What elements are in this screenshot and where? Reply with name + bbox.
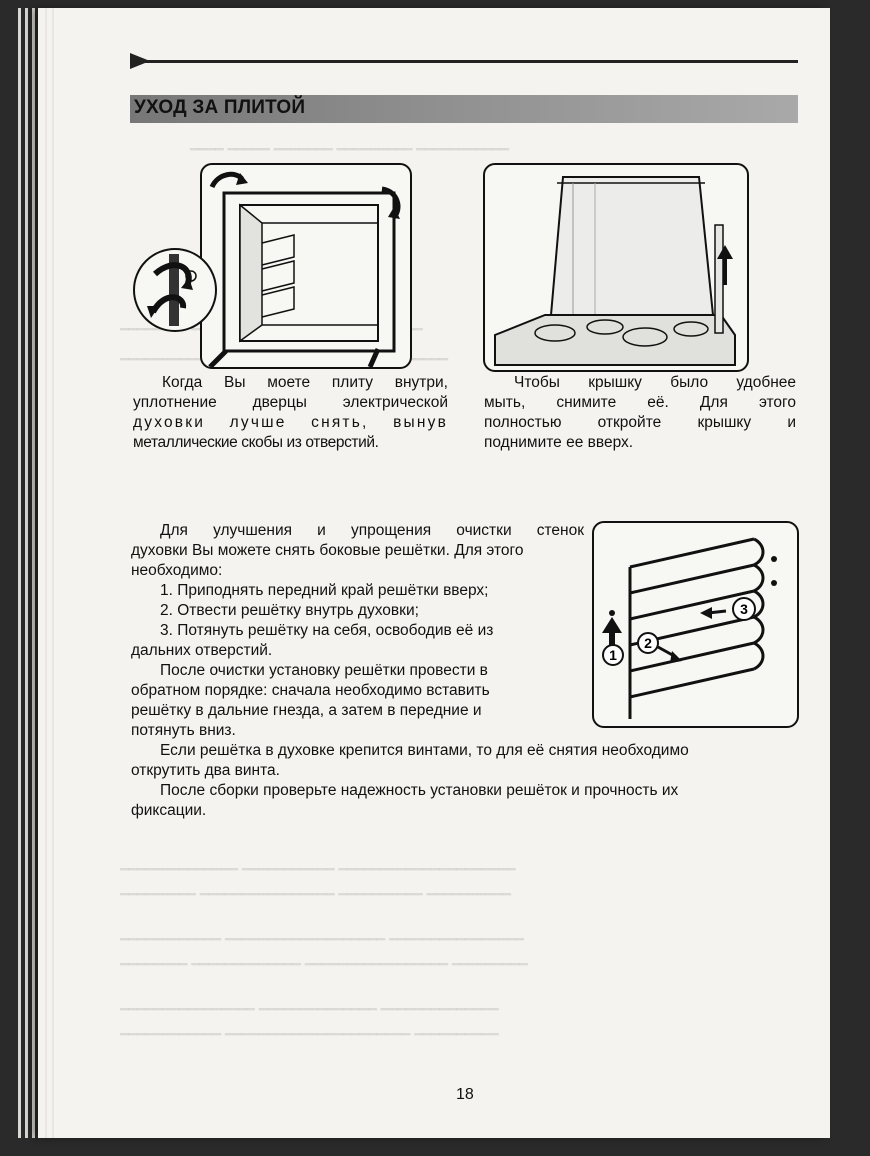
lid-illustration <box>485 165 747 370</box>
step-2: 2. Отвести решётку внутрь духовки; <box>160 602 419 619</box>
header-arrow-icon <box>130 53 150 69</box>
after-line-1: После очистки установку решётки провести в <box>160 662 488 679</box>
intro-line-1: Для улучшения и упрощения очистки стенок <box>160 522 584 539</box>
check-line-1: После сборки проверьте надежность установки решёток и прочность их <box>160 782 679 799</box>
step-3-continued: дальних отверстий. <box>131 642 273 659</box>
after-line-4: потянуть вниз. <box>131 722 236 739</box>
rack-illustration <box>594 523 797 726</box>
after-line-3: решётку в дальние гнезда, а затем в передние и <box>131 702 482 719</box>
after-line-2: обратном порядке: сначала необходимо вставить <box>131 682 490 699</box>
intro-line-3: необходимо: <box>131 562 223 579</box>
oven-door-illustration <box>202 165 410 367</box>
page-edge <box>32 8 35 1138</box>
lid-caption-line-4: поднимите ее вверх. <box>484 434 634 451</box>
clip-detail-circle <box>133 248 217 332</box>
paper-fold <box>52 8 54 1138</box>
oven-door-caption-line-4: металлические скобы из отверстий. <box>133 434 379 451</box>
lid-caption-line-1: Чтобы крышку было удобнее <box>514 374 796 391</box>
paper-fold <box>45 8 47 1138</box>
step-3: 3. Потянуть решётку на себя, освободив её из <box>160 622 494 639</box>
oven-door-caption-line-1: Когда Вы моете плиту внутри, <box>162 374 448 391</box>
lid-caption-line-2: мыть, снимите её. Для этого <box>484 394 796 411</box>
screws-line-2: открутить два винта. <box>131 762 280 779</box>
page-edge <box>18 8 21 1138</box>
lid-caption-line-3: полностью откройте крышку и <box>484 414 796 431</box>
step-1: 1. Приподнять передний край решётки вверх; <box>160 582 489 599</box>
screws-line-1: Если решётка в духовке крепится винтами, то для её снятия необходимо <box>160 742 689 759</box>
page-edge <box>25 8 28 1138</box>
page-number: 18 <box>456 1086 474 1103</box>
lid-figure <box>483 163 749 372</box>
oven-door-caption-line-3: духовки лучше снять, вынув <box>133 414 448 431</box>
step-marker-2: 2 <box>644 635 652 651</box>
header-rule <box>130 60 798 63</box>
intro-line-2: духовки Вы можете снять боковые решётки. Для этого <box>131 542 524 559</box>
check-line-2: фиксации. <box>131 802 207 819</box>
section-title: УХОД ЗА ПЛИТОЙ <box>134 97 306 118</box>
oven-door-caption-line-2: уплотнение дверцы электрической <box>133 394 448 411</box>
clip-detail-icon <box>135 250 215 330</box>
step-marker-3: 3 <box>740 601 748 617</box>
rack-figure <box>592 521 799 728</box>
oven-door-figure <box>200 163 412 369</box>
step-marker-1: 1 <box>609 647 617 663</box>
